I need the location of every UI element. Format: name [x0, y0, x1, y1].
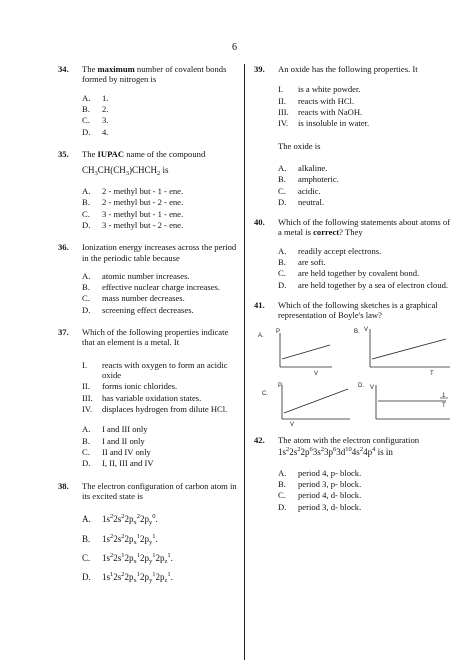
- options: [82, 424, 240, 468]
- question-number: 39.: [254, 64, 265, 74]
- question-text: The maximum number of covalent bonds formed by nitrogen is: [82, 64, 227, 85]
- question-number: 42.: [254, 434, 265, 445]
- svg-text:A.: A.: [258, 332, 264, 339]
- options: [82, 186, 240, 230]
- question-number: 37.: [58, 327, 69, 338]
- option-a[interactable]: A. 1.: [82, 92, 109, 103]
- question-number: 40.: [254, 217, 265, 228]
- option-a[interactable]: A. 2 - methyl but - 1 - ene.: [82, 185, 184, 196]
- option-a[interactable]: A. period 4, p- block.: [278, 467, 362, 478]
- question-36: [58, 242, 240, 315]
- option-b[interactable]: B. period 3, p- block.: [278, 479, 362, 490]
- option-a[interactable]: A. atomic number increases.: [82, 270, 190, 281]
- option-c[interactable]: C. acidic.: [278, 185, 321, 196]
- svg-text:V: V: [290, 421, 295, 427]
- page-number: 6: [232, 42, 237, 53]
- svg-text:D.: D.: [358, 382, 364, 389]
- graph-a[interactable]: [258, 329, 332, 377]
- option-c[interactable]: C. mass number decreases.: [82, 293, 185, 304]
- option-b[interactable]: B. 2.: [82, 103, 109, 114]
- question-41: [254, 300, 454, 321]
- option-d[interactable]: D. 3 - methyl but - 2 - ene.: [82, 219, 184, 230]
- option-d[interactable]: D. 4.: [82, 126, 109, 137]
- column-divider: [244, 64, 245, 660]
- options: [82, 271, 240, 315]
- option-b[interactable]: B. amphoteric.: [278, 174, 339, 185]
- question-text: The IUPAC name of the compound: [82, 148, 206, 159]
- svg-text:V: V: [314, 370, 319, 377]
- option-c[interactable]: C. II and IV only: [82, 446, 151, 457]
- question-text: The atom with the electron configuration: [278, 434, 420, 445]
- question-number: 38.: [58, 480, 69, 491]
- svg-text:T: T: [442, 402, 446, 409]
- right-column: [254, 64, 454, 513]
- option-b[interactable]: B. are soft.: [278, 257, 326, 268]
- question-text: Which of the following properties indicate that an element is a metal. It: [82, 327, 229, 348]
- property-iii: III. has variable oxidation states.: [82, 392, 202, 403]
- option-c[interactable]: C. are held together by covalent bond.: [278, 268, 420, 279]
- graph-d[interactable]: [358, 383, 450, 419]
- question-37: [58, 327, 240, 468]
- options: [278, 246, 454, 290]
- option-a[interactable]: A. $1s^22s^22p_x^22p_y^0$.: [82, 513, 158, 527]
- graph-b[interactable]: [354, 327, 450, 377]
- property-ii: II. reacts with HCl.: [278, 95, 355, 106]
- svg-text:V: V: [370, 384, 375, 391]
- property-i: I. is a white powder.: [278, 84, 361, 95]
- option-b[interactable]: B. effective nuclear charge increases.: [82, 282, 221, 293]
- property-list: [82, 360, 240, 415]
- option-c[interactable]: C. $1s^22s^12p_x^12p_y^12p_z^1$.: [82, 551, 173, 565]
- graph-c[interactable]: [262, 383, 350, 427]
- property-list: [278, 84, 454, 128]
- svg-text:B.: B.: [354, 328, 360, 335]
- question-40: [254, 217, 454, 290]
- question-number: 34.: [58, 64, 69, 74]
- option-a[interactable]: A. alkaline.: [278, 162, 328, 173]
- property-iii: III. reacts with NaOH.: [278, 106, 363, 117]
- compound-formula: $CH_3CH(CH_3)CHCH_2$ is: [82, 165, 169, 178]
- svg-text:1: 1: [442, 392, 446, 399]
- option-c[interactable]: C. 3 - methyl but - 1 - ene.: [82, 208, 184, 219]
- option-d[interactable]: D. are held together by a sea of electron cloud.: [278, 279, 449, 290]
- question-42: [254, 435, 454, 512]
- svg-text:C.: C.: [262, 390, 268, 397]
- options: [82, 511, 240, 587]
- option-d[interactable]: D. $1s^12s^22p_x^12p_y^12p_z^1$.: [82, 571, 173, 585]
- svg-text:P: P: [278, 382, 283, 389]
- svg-text:P: P: [276, 328, 281, 335]
- question-38: [58, 481, 240, 588]
- question-text: Which of the following sketches is a graphical representation of Boyle's law?: [278, 300, 438, 321]
- property-i: I. reacts with oxygen to form an acidic oxide: [82, 359, 228, 381]
- option-b[interactable]: B. I and II only: [82, 435, 145, 446]
- options: [278, 163, 454, 207]
- question-34: [58, 64, 240, 137]
- question-text: An oxide has the following properties. It: [278, 64, 418, 74]
- option-b[interactable]: B. 2 - methyl but - 2 - ene.: [82, 197, 184, 208]
- option-a[interactable]: A. I and III only: [82, 424, 148, 435]
- boyles-law-graphs: [254, 323, 454, 427]
- question-number: 35.: [58, 148, 69, 159]
- question-text: Ionization energy increases across the period in the periodic table because: [82, 242, 237, 263]
- left-column: [58, 64, 240, 589]
- question-text: The electron configuration of carbon atom in its excited state is: [82, 480, 237, 501]
- option-c[interactable]: C. 3.: [82, 115, 109, 126]
- option-d[interactable]: D. neutral.: [278, 196, 325, 207]
- question-39: [254, 64, 454, 207]
- option-b[interactable]: B. $1s^22s^22p_x^12p_y^1$.: [82, 532, 158, 546]
- question-number: 41.: [254, 300, 265, 310]
- svg-text:V: V: [364, 326, 369, 333]
- svg-text:T: T: [430, 370, 434, 377]
- options: [82, 93, 240, 137]
- question-number: 36.: [58, 242, 69, 253]
- question-35: [58, 149, 240, 230]
- property-iv: IV. displaces hydrogen from dilute HCl.: [82, 403, 228, 414]
- option-d[interactable]: D. screening effect decreases.: [82, 304, 194, 315]
- options: [278, 468, 454, 512]
- option-c[interactable]: C. period 4, d- block.: [278, 490, 362, 501]
- property-iv: IV. is insoluble in water.: [278, 118, 370, 129]
- question-stem: The oxide is: [278, 140, 321, 151]
- option-d[interactable]: D. I, II, III and IV: [82, 458, 154, 469]
- electron-configuration: $1s^22s^22p^63s^23p^63d^{10}4s^24p^4$ is in: [278, 445, 393, 457]
- option-d[interactable]: D. period 3, d- block.: [278, 501, 362, 512]
- option-a[interactable]: A. readily accept electrons.: [278, 245, 382, 256]
- property-ii: II. forms ionic chlorides.: [82, 381, 178, 392]
- question-text: Which of the following statements about atoms of a metal is correct? They: [278, 217, 451, 238]
